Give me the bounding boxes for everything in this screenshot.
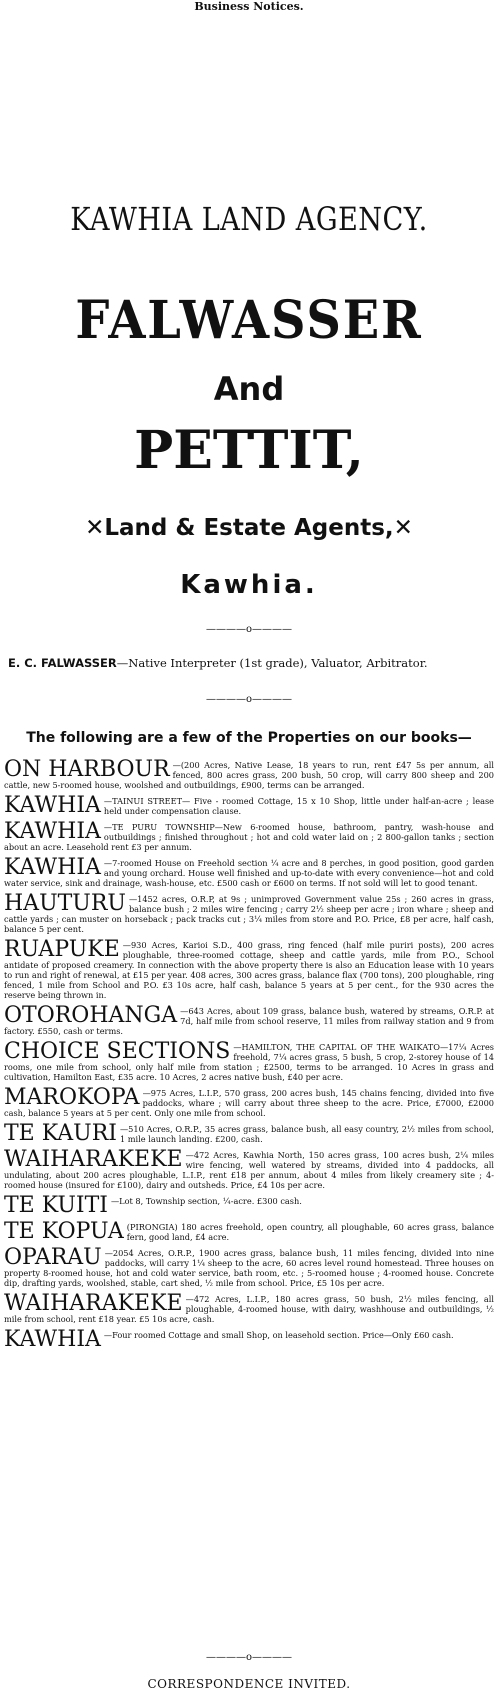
property-description: —HAMILTON, THE CAPITAL OF THE WAIKATO—17¼ Acres freehold, 7¼ acres grass, 5 bush, 5 crop, 2-storey house of 14 rooms, one mile from school, only half mile from station ; £2500, terms to be arranged. 10 Acres in grass and cultivation, Hamilton East, £35 acre. 10 Acres, 2 acres native bush, £40 per acre. [4,1042,494,1082]
closing-line: CORRESPONDENCE INVITED. [147,1677,351,1691]
divider-1: ————o———— [205,624,293,635]
profession-text: Land & Estate Agents, [104,515,394,541]
property-place: TE KOPUA [4,1219,124,1244]
divider-3: ————o———— [205,1652,293,1663]
property-description: —TAINUI STREET— Five - roomed Cottage, 15 x 10 Shop, little under half-an-acre ; lease held under compensation clause. [103,796,494,816]
firm-conjunction: And [213,370,285,408]
properties-intro: The following are a few of the Properties on our books— [26,730,472,746]
property-entry [4,1121,494,1146]
property-place: CHOICE SECTIONS [4,1039,231,1064]
property-entry [4,1147,494,1190]
property-entry [4,1219,494,1244]
property-place: KAWHIA [4,1327,101,1352]
property-place: WAIHARAKEKE [4,1147,183,1172]
property-place: TE KAURI [4,1121,117,1146]
property-entry [4,1193,494,1218]
property-description: —2054 Acres, O.R.P., 1900 acres grass, balance bush, 11 miles fencing, divided into nine paddocks, will carry 1¼ sheep to the acre, 60 acres level round homestead. Three houses on property 8-roomed house, hot and cold water service, bath room, etc. ; 5-roomed house ; 4-roomed house. Concrete dip, drafting yards, woolshed, stable, cart shed, ½ mile from school. Price, £5 10s per acre. [4,1248,494,1288]
profession-line [0,515,498,541]
property-place: MAROKOPA [4,1085,140,1110]
section-header: Business Notices. [194,0,304,13]
property-place: RUAPUKE [4,937,120,962]
property-description: —TE PURU TOWNSHIP—New 6-roomed house, bathroom, pantry, wash-house and outbuildings ; finished throughout ; hot and cold water laid on ; 2 800-gallon tanks ; section about an acre. Leasehold rent £3 per annum. [4,822,494,852]
property-description: —(200 Acres, Native Lease, 18 years to run, rent £47 5s per annum, all fenced, 800 acres grass, 200 bush, 50 crop, will carry 800 sheep and 200 cattle, new 5-roomed house, woolshed and outbuildings, £900, terms can be arranged. [4,760,494,790]
property-description: —472 Acres, Kawhia North, 150 acres grass, 100 acres bush, 2¼ miles wire fencing, well watered by streams, divided into 4 paddocks, all undulating, about 200 acres ploughable, L.I.P., rent £18 per annum, about 4 miles from likely creamery site ; 4-roomed house (insured for £100), dairy and outsheds. Price, £4 10s per acre. [4,1150,494,1190]
interpreter-role: —Native Interpreter (1st grade), Valuator, Arbitrator. [116,656,428,670]
property-place: KAWHIA [4,819,101,844]
property-description: —643 Acres, about 109 grass, balance bush, watered by streams, O.R.P. at 7d, half mile from school reserve, 11 miles from railway station and 9 from factory. £550, cash or terms. [4,1006,494,1036]
property-description: —7-roomed House on Freehold section ¼ acre and 8 perches, in good position, good garden and young orchard. House well finished and up-to-date with every convenience—hot and cold water service, sink and drainage, wash-house, etc. £500 cash or £600 on terms. If not sold will let to good tenant. [4,858,494,888]
property-entry [4,819,494,852]
right-ornament-icon: ✕ [393,515,413,541]
property-place: OTOROHANGA [4,1003,178,1028]
property-entry [4,1327,494,1352]
property-place: TE KUITI [4,1193,108,1218]
firm-name-falwasser: FALWASSER [75,290,423,351]
property-description: —Lot 8, Township section, ¼-acre. £300 cash. [110,1196,302,1206]
divider-2: ————o———— [205,694,293,705]
property-description: —Four roomed Cottage and small Shop, on leasehold section. Price—Only £60 cash. [103,1330,454,1340]
left-ornament-icon: ✕ [85,515,105,541]
town-name: Kawhia. [180,570,318,600]
property-place: WAIHARAKEKE [4,1291,183,1316]
property-description: —930 Acres, Karioi S.D., 400 grass, ring fenced (half mile puriri posts), 200 acres ploughable, three-roomed cottage, sheep and cattle yards, mile from P.O., School antidate of proposed creamery. In connection with the above property there is also an Education lease with 10 years to run and right of renewal, at £15 per year. 408 acres, 300 acres grass, balance flax (700 tons), 200 ploughable, ring fenced, 1 mile from School and P.O. £3 10s acre, half cash, balance 5 years at 5 per cent., for the 930 acres the reserve being thrown in. [4,940,494,1000]
interpreter-line [8,656,494,670]
property-description: —975 Acres, L.I.P., 570 grass, 200 acres bush, 145 chains fencing, divided into five paddocks, whare ; will carry about three sheep to the acre. Price, £7000, £2000 cash, balance 5 years at 5 per cent. Only one mile from school. [4,1088,494,1118]
property-entry [4,757,494,790]
property-entry [4,891,494,934]
interpreter-name: E. C. FALWASSER [8,656,117,670]
property-entry [4,1039,494,1082]
property-place: KAWHIA [4,855,101,880]
property-entry [4,855,494,888]
property-place: KAWHIA [4,793,101,818]
property-place: OPARAU [4,1245,102,1270]
property-entry [4,937,494,1000]
property-entry [4,1085,494,1118]
property-entry [4,1245,494,1288]
property-entry [4,1291,494,1324]
property-description: (PIRONGIA) 180 acres freehold, open country, all ploughable, 60 acres grass, balance fern, good land, £4 acre. [126,1222,494,1242]
property-list [4,757,494,1356]
agency-title: KAWHIA LAND AGENCY. [70,200,428,238]
property-description: —1452 acres, O.R.P, at 9s ; unimproved Government value 25s ; 260 acres in grass, balance bush ; 2 miles wire fencing ; carry 2½ sheep per acre ; iron whare ; sheep and cattle yards ; can muster on horseback ; pack tracks cut ; 3¼ miles from store and P.O. Price, £8 per acre, half cash, balance 5 per cent. [4,894,494,934]
property-entry [4,1003,494,1036]
property-description: —472 Acres, L.I.P., 180 acres grass, 50 bush, 2½ miles fencing, all ploughable, 4-roomed house, with dairy, washhouse and outbuildings, ½ mile from school, rent £18 year. £5 10s acre, cash. [4,1294,494,1324]
property-place: HAUTURU [4,891,126,916]
property-description: —510 Acres, O.R.P., 35 acres grass, balance bush, all easy country, 2½ miles from school, 1 mile launch landing. £200, cash. [119,1124,494,1144]
property-entry [4,793,494,818]
property-place: ON HARBOUR [4,757,170,782]
firm-name-pettit: PETTIT, [134,420,364,481]
